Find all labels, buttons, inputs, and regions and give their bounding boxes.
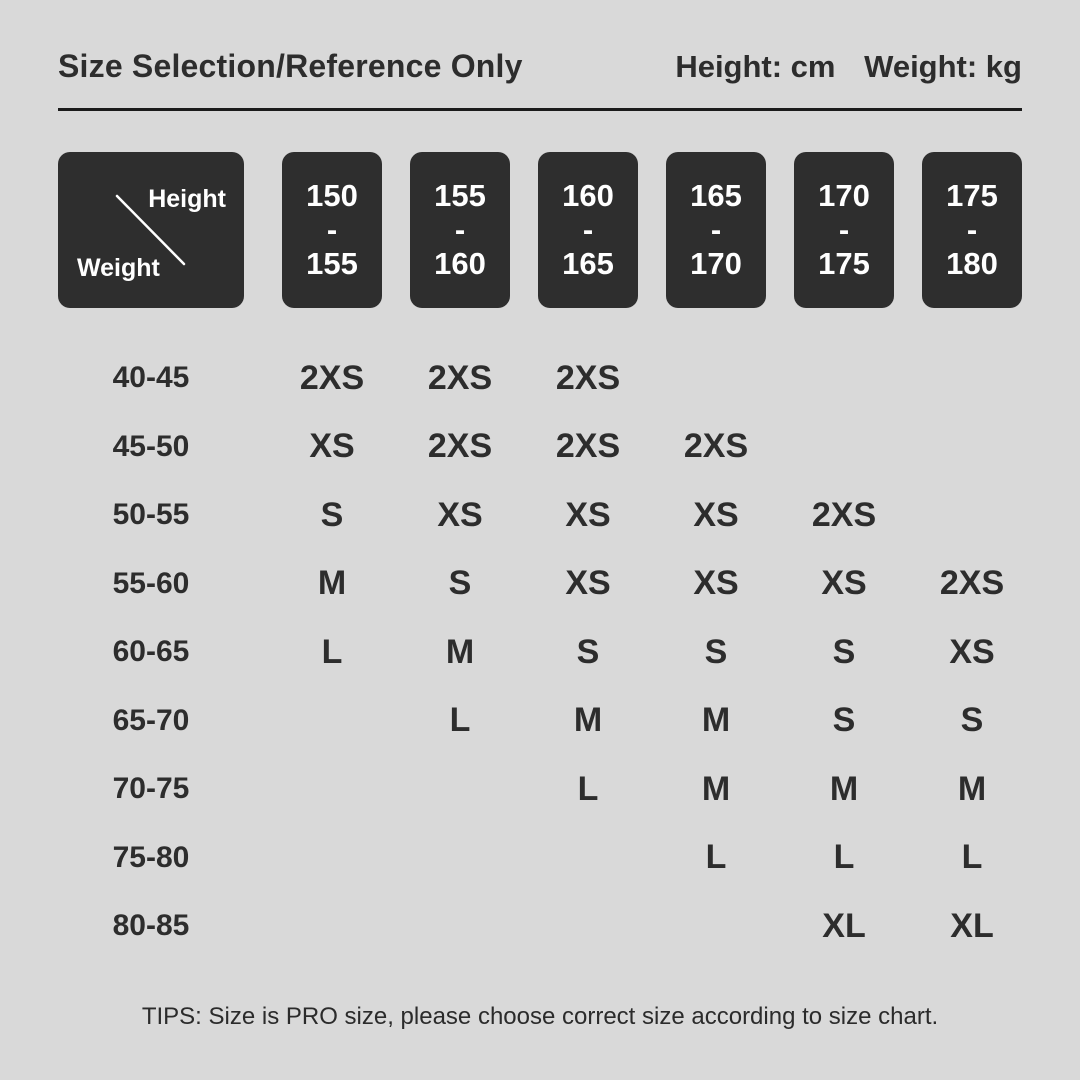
weight-range-label: 65-70 [112,703,190,737]
weight-range-label: 70-75 [112,772,190,806]
diagonal-line-icon [58,152,244,308]
table-row [58,413,1022,482]
tips-text: TIPS: Size is PRO size, please choose correct size according to size chart. [141,1002,939,1030]
height-range-cell [282,152,382,308]
range-separator: - [838,212,850,247]
height-range-to: 165 [562,246,614,281]
height-range-cell [794,152,894,308]
size-value: 2XS [811,495,877,534]
height-range-to: 180 [946,246,998,281]
height-range-from: 160 [562,178,614,213]
size-value: M [317,564,347,603]
size-value: XS [821,564,867,603]
table-row [58,755,1022,824]
height-range-to: 160 [434,246,486,281]
size-value: S [832,632,856,671]
size-value: S [448,564,472,603]
height-range-to: 170 [690,246,742,281]
size-value: S [320,495,344,534]
table-row [58,550,1022,619]
weight-range-label: 60-65 [112,635,190,669]
page-title: Size Selection/Reference Only [58,48,523,84]
size-value: 2XS [683,427,749,466]
table-header-row [58,152,1022,308]
weight-range-label: 50-55 [112,498,190,532]
size-value: XL [822,906,866,945]
size-value: 2XS [555,427,621,466]
weight-range-label: 40-45 [112,361,190,395]
size-value: M [573,701,603,740]
range-separator: - [454,212,466,247]
height-range-to: 175 [818,246,870,281]
table-row [58,344,1022,413]
size-value: M [701,769,731,808]
range-separator: - [966,212,978,247]
size-value: XL [950,906,994,945]
height-range-from: 175 [946,178,998,213]
height-range-from: 150 [306,178,358,213]
height-range-from: 155 [434,178,486,213]
size-value: 2XS [939,564,1005,603]
height-range-cell [538,152,638,308]
size-value: 2XS [299,358,365,397]
height-range-cell [410,152,510,308]
size-value: S [576,632,600,671]
weight-range-label: 45-50 [112,429,190,463]
size-value: L [577,769,599,808]
height-range-from: 165 [690,178,742,213]
units-label [675,49,1022,85]
header [58,48,1022,85]
size-value: 2XS [427,427,493,466]
table-row [58,481,1022,550]
height-range-to: 155 [306,246,358,281]
size-value: XS [949,632,995,671]
size-value: S [960,701,984,740]
weight-axis-label: Weight [77,254,160,282]
weight-unit-label: Weight: kg [864,49,1022,84]
weight-range-label: 55-60 [112,566,190,600]
size-value: XS [565,564,611,603]
table-row [58,687,1022,756]
weight-range-label: 80-85 [112,909,190,943]
height-range-cell [666,152,766,308]
table-row [58,618,1022,687]
table-row [58,824,1022,893]
size-value: XS [693,564,739,603]
corner-cell [58,152,244,308]
size-value: 2XS [555,358,621,397]
table-row [58,892,1022,961]
weight-range-label: 75-80 [112,840,190,874]
size-value: XS [693,495,739,534]
size-value: S [704,632,728,671]
size-value: L [705,838,727,877]
size-value: M [829,769,859,808]
size-value: M [445,632,475,671]
range-separator: - [710,212,722,247]
size-value: L [833,838,855,877]
height-range-cell [922,152,1022,308]
range-separator: - [326,212,338,247]
table-body [58,344,1022,961]
size-value: S [832,701,856,740]
range-separator: - [582,212,594,247]
size-value: L [321,632,343,671]
size-value: 2XS [427,358,493,397]
size-value: M [701,701,731,740]
size-value: XS [565,495,611,534]
size-value: XS [309,427,355,466]
header-divider [58,108,1022,111]
size-value: M [957,769,987,808]
height-unit-label: Height: cm [675,49,836,84]
size-value: XS [437,495,483,534]
height-range-from: 170 [818,178,870,213]
size-value: L [449,701,471,740]
height-axis-label: Height [148,185,226,213]
size-value: L [961,838,983,877]
